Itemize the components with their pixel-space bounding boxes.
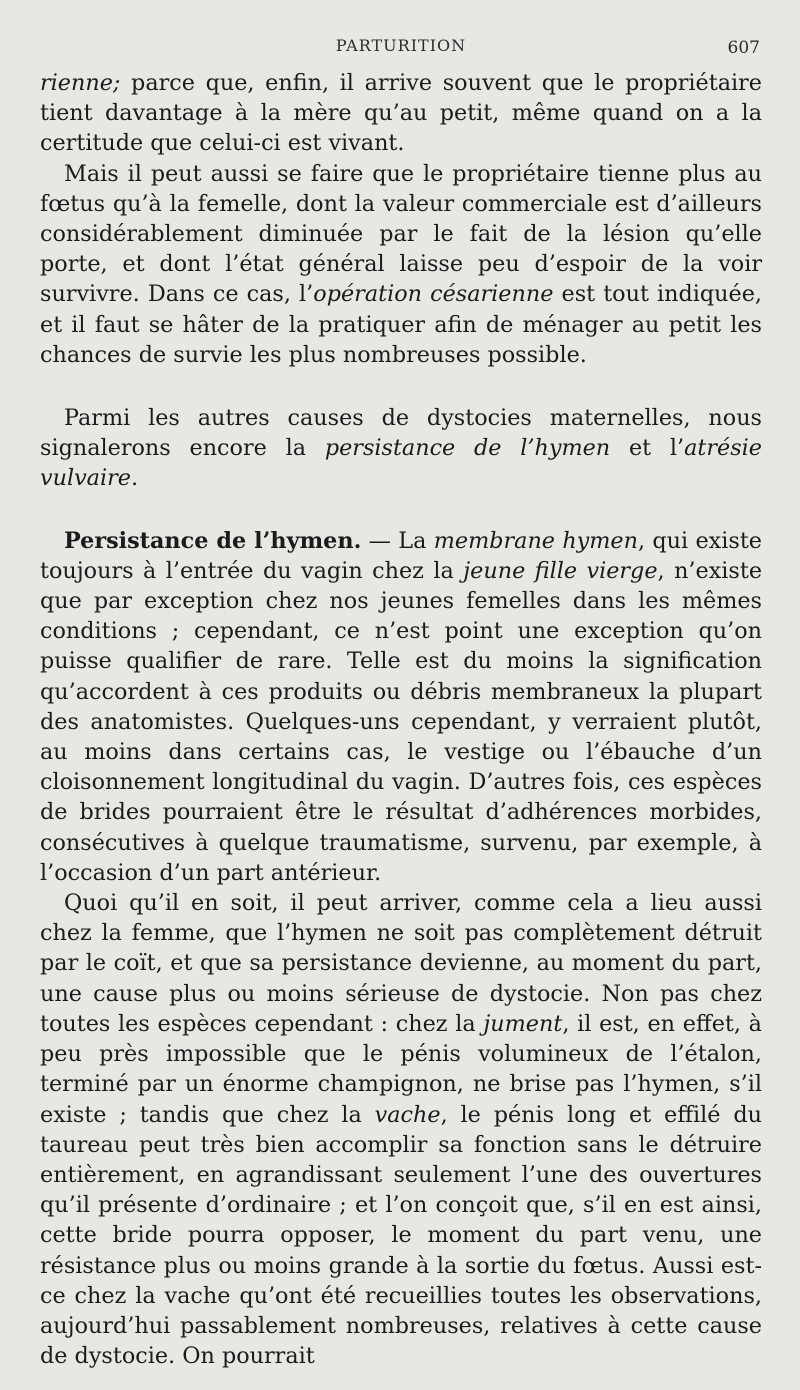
p2-text-a: Mais il peut aussi se faire que le propriétaire tienne plus au fœtus qu’à la femelle, dont la valeur commerciale est d’ailleurs considérablement diminuée par le fait de la lésion qu’elle porte, et dont l’état général laisse peu d’espoir de la voir survivre. Dans ce cas, l’ (40, 160, 762, 308)
p5-text-c: , le pénis long et effilé du taureau peut très bien accomplir sa fonction sans le détruire entièrement, en agrandissant seulement l’une des ouvertures qu’il présente d’ordinaire ; et l’on conçoit que, s’il en est ainsi, cette bride pourra opposer, le moment du part venu, une résistance plus ou moins grande à la sortie du fœtus. Aussi est-ce chez la vache qu’ont été recueillies toutes les observations, aujourd’hui passablement nombreuses, relatives à cette cause de dystocie. On pourrait (40, 1101, 762, 1370)
p3-text-a: Parmi les autres causes de dystocies maternelles, nous signalerons encore la (40, 405, 762, 462)
p4-italic-b: jeune fille vierge (463, 557, 658, 584)
paragraph-4 (40, 526, 762, 888)
p2-text-b: est tout indiquée, et il faut se hâter de la pratiquer afin de ménager au petit les chances de survie les plus nombreuses possible. (40, 281, 762, 368)
p5-italic-a: jument (483, 1010, 563, 1037)
running-head (40, 0, 762, 58)
p5-text-a: Quoi qu’il en soit, il peut arriver, comme cela a lieu aussi chez la femme, que l’hymen ne soit pas complètement détruit par le coït, et que sa persistance devienne, au moment du part, une cause plus ou moins sérieuse de dystocie. Non pas chez toutes les espèces cependant : chez la (40, 890, 762, 1037)
p1-lead-italic: rienne; (40, 70, 121, 96)
p5-italic-b: vache (374, 1101, 441, 1128)
p3-italic-a: persistance de l’hymen (324, 435, 611, 462)
paragraph-5 (40, 888, 762, 1371)
p2-italic-a: opération césarienne (313, 281, 554, 308)
p3-italic-b: atrésie vulvaire (40, 435, 763, 492)
page-number: 607 (727, 38, 760, 58)
paragraph-1 (40, 68, 762, 159)
paragraph-3 (40, 403, 762, 494)
p3-text-b: et l’ (610, 435, 685, 462)
p4-italic-a: membrane hymen (433, 527, 638, 554)
running-title: PARTURITION (335, 36, 467, 55)
p4-text-b: , n’existe que par exception chez nos jeunes femelles dans les mêmes conditions ; cependant, ce n’est point une exception qu’on puisse qualifier de rare. Telle est du moins la signification qu’accordent à ces produits ou débris membraneux la plupart des anatomistes. Quelques-uns cependant, y verraient plutôt, au moins dans certains cas, le vestige ou l’ébauche d’un cloisonnement longitudinal du vagin. D’autres fois, ces espèces de brides pourraient être le résultat d’adhérences morbides, consécutives à quelque traumatisme, survenu, par exemple, à l’occasion d’un part antérieur. (40, 557, 763, 886)
p1-text: parce que, enfin, il arrive souvent que le propriétaire tient davantage à la mère qu’au petit, même quand on a la certitude que celui-ci est vivant. (40, 70, 762, 157)
p4-text-a: , qui existe toujours à l’entrée du vagin chez la (40, 527, 762, 584)
p3-text-c: . (130, 465, 139, 492)
p5-text-b: , il est, en effet, à peu près impossible que le pénis volumineux de l’étalon, terminé par un énorme champignon, ne brise pas l’hymen, s’il existe ; tandis que chez la (40, 1010, 762, 1128)
p4-dash: — La (361, 527, 434, 554)
page-body (40, 68, 762, 1371)
paragraph-2 (40, 159, 762, 370)
section-heading: Persistance de l’hymen. (64, 527, 362, 554)
